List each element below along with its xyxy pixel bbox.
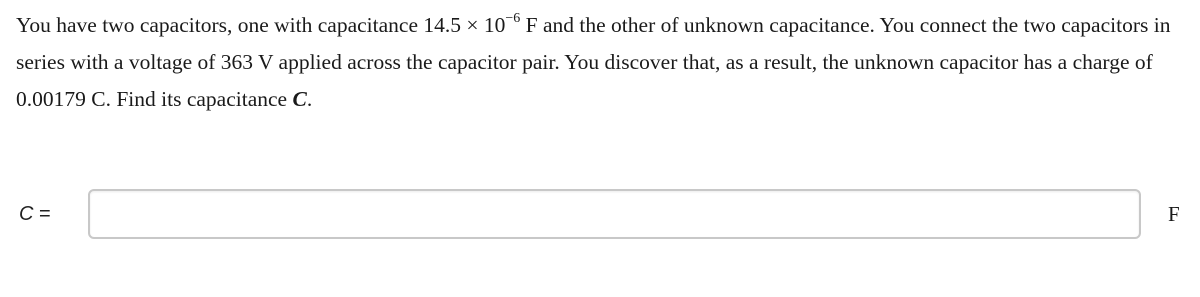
answer-label xyxy=(19,202,51,226)
capacitance-answer-input[interactable] xyxy=(88,189,1141,239)
question-variable: C xyxy=(292,87,307,111)
answer-variable: C xyxy=(19,203,34,225)
question-ending: . xyxy=(306,87,313,111)
answer-unit: F xyxy=(1168,202,1180,226)
question-exponent: −6 xyxy=(505,10,521,26)
question-part-2: F and the other of unknown capacitance. You connect the two capacitors in series with a voltage of 363 V applied across the capacitor pair. You discover that, as a result, the unknown capacitor has a charge of 0.00179 C. Find its capacitance xyxy=(16,13,1171,111)
question-part-1: You have two capacitors, one with capacitance 14.5 × 10 xyxy=(16,13,506,37)
question-text xyxy=(16,7,1184,118)
answer-row xyxy=(0,188,1200,242)
answer-equals: = xyxy=(33,203,51,225)
